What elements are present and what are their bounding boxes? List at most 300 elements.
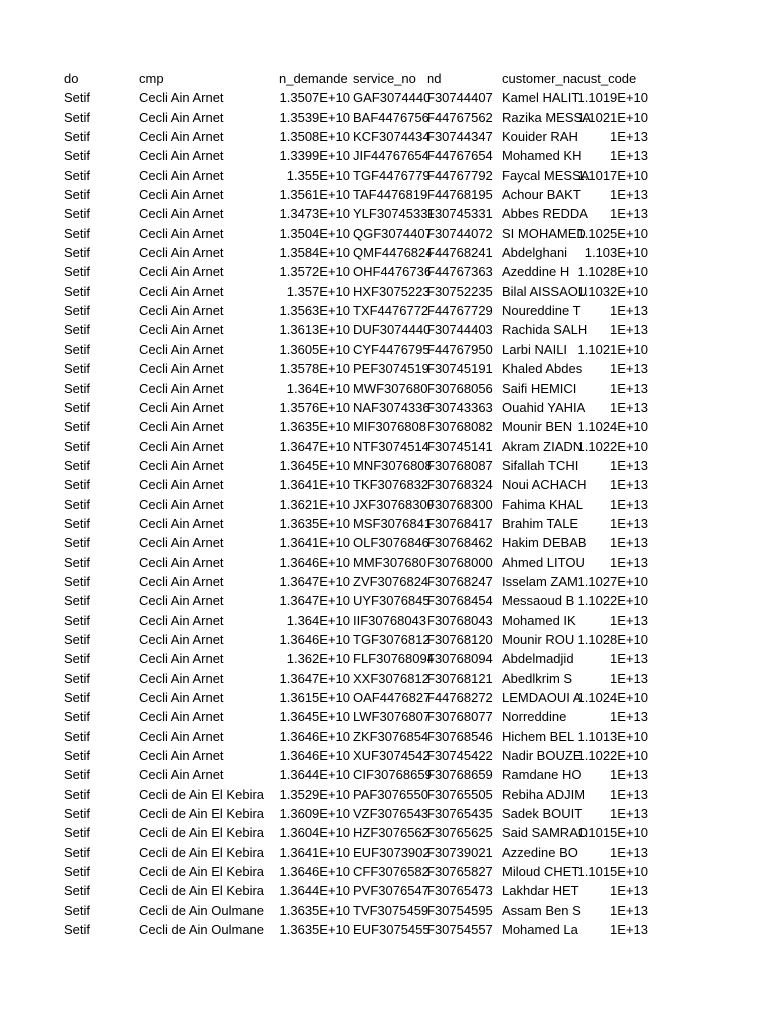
cell-customer-name[interactable]: Sifallah TCHI xyxy=(502,457,579,473)
cell-cmp[interactable]: Cecli Ain Arnet xyxy=(139,728,224,744)
cell-nd[interactable]: F30765625 xyxy=(427,825,493,841)
cell-do[interactable]: Setif xyxy=(64,109,91,125)
cell-do[interactable]: Setif xyxy=(64,303,91,319)
cell-n-demande[interactable]: 1.364E+10 xyxy=(286,380,350,396)
cell-n-demande[interactable]: 1.3645E+10 xyxy=(279,457,350,473)
cell-service-no[interactable]: ZVF3076824 xyxy=(353,573,429,589)
cell-n-demande[interactable]: 1.3604E+10 xyxy=(279,825,350,841)
cell-service-no[interactable]: MWF307680 xyxy=(353,380,428,396)
cell-do[interactable]: Setif xyxy=(64,883,91,899)
cell-customer-name[interactable]: Akram ZIADN xyxy=(502,438,583,454)
cell-n-demande[interactable]: 1.3613E+10 xyxy=(279,322,350,338)
cell-service-no[interactable]: QMF4476824 xyxy=(353,245,433,261)
cell-n-demande[interactable]: 1.3646E+10 xyxy=(279,748,350,764)
cell-service-no[interactable]: TVF3075459 xyxy=(353,902,429,918)
cell-customer-name[interactable]: LEMDAOUI A xyxy=(502,690,582,705)
cell-cust-code[interactable]: 1.1028E+10 xyxy=(577,264,648,280)
cell-do[interactable]: Setif xyxy=(64,264,91,280)
cell-nd[interactable]: F30768082 xyxy=(427,419,493,435)
cell-cust-code[interactable]: 1E+13 xyxy=(610,148,648,164)
cell-nd[interactable]: F30745141 xyxy=(427,438,493,454)
cell-customer-name[interactable]: Messaoud B xyxy=(502,593,575,609)
cell-nd[interactable]: F30744072 xyxy=(427,225,493,241)
cell-do[interactable]: Setif xyxy=(64,844,91,860)
cell-n-demande[interactable]: 1.362E+10 xyxy=(286,651,350,667)
cell-cust-code[interactable]: 1.1015E+10 xyxy=(577,864,648,880)
cell-cust-code[interactable]: 1.103E+10 xyxy=(584,245,648,261)
cell-do[interactable]: Setif xyxy=(64,728,91,744)
cell-nd[interactable]: F30765435 xyxy=(427,806,493,822)
cell-n-demande[interactable]: 1.3572E+10 xyxy=(279,264,350,280)
cell-cmp[interactable]: Cecli de Ain El Kebira xyxy=(139,825,265,841)
cell-cmp[interactable]: Cecli Ain Arnet xyxy=(139,361,224,377)
cell-nd[interactable]: F30765827 xyxy=(427,864,493,880)
cell-service-no[interactable]: BAF4476756 xyxy=(353,109,429,125)
cell-do[interactable]: Setif xyxy=(64,535,91,551)
cell-nd[interactable]: F44768241 xyxy=(427,245,493,261)
cell-customer-name[interactable]: Assam Ben S xyxy=(502,902,581,918)
cell-service-no[interactable]: ZKF3076854 xyxy=(353,728,429,744)
cell-customer-name[interactable]: Nadir BOUZE xyxy=(502,748,582,764)
cell-customer-name[interactable]: Hichem BEL xyxy=(502,728,575,744)
cell-customer-name[interactable]: Rebiha ADJIM xyxy=(502,786,586,802)
cell-cust-code[interactable]: 1E+13 xyxy=(610,554,648,570)
cell-nd[interactable]: F30744407 xyxy=(427,90,493,106)
cell-customer-name[interactable]: Ouahid YAHIA xyxy=(502,399,586,415)
cell-do[interactable]: Setif xyxy=(64,786,91,802)
cell-cmp[interactable]: Cecli Ain Arnet xyxy=(139,709,224,725)
cell-service-no[interactable]: PAF3076550 xyxy=(353,786,428,802)
cell-do[interactable]: Setif xyxy=(64,864,91,880)
cell-cmp[interactable]: Cecli Ain Arnet xyxy=(139,245,224,261)
cell-service-no[interactable]: JXF30768300 xyxy=(353,496,434,512)
cell-cust-code[interactable]: 1E+13 xyxy=(610,322,648,338)
cell-nd[interactable]: F30743363 xyxy=(427,399,493,415)
cell-do[interactable]: Setif xyxy=(64,806,91,822)
cell-service-no[interactable]: VZF3076543 xyxy=(353,806,429,822)
cell-do[interactable]: Setif xyxy=(64,515,91,531)
cell-customer-name[interactable]: Miloud CHET xyxy=(502,864,580,880)
cell-n-demande[interactable]: 1.3609E+10 xyxy=(279,806,350,822)
cell-cust-code[interactable]: 1E+13 xyxy=(610,496,648,512)
cell-nd[interactable]: F30768454 xyxy=(427,593,493,609)
cell-do[interactable]: Setif xyxy=(64,167,91,183)
cell-n-demande[interactable]: 1.3605E+10 xyxy=(279,341,350,357)
cell-service-no[interactable]: CIF30768659 xyxy=(353,767,432,783)
cell-cust-code[interactable]: 1E+13 xyxy=(610,206,648,222)
cell-nd[interactable]: F44767792 xyxy=(427,167,493,183)
cell-do[interactable]: Setif xyxy=(64,457,91,473)
cell-do[interactable]: Setif xyxy=(64,922,91,938)
cell-service-no[interactable]: IIF30768043 xyxy=(353,612,427,628)
cell-cmp[interactable]: Cecli Ain Arnet xyxy=(139,148,224,164)
cell-service-no[interactable]: TKF3076832 xyxy=(353,477,429,493)
cell-do[interactable]: Setif xyxy=(64,322,91,338)
cell-n-demande[interactable]: 1.3647E+10 xyxy=(279,593,350,609)
cell-do[interactable]: Setif xyxy=(64,361,91,377)
cell-service-no[interactable]: TGF3076812 xyxy=(353,631,430,647)
cell-cust-code[interactable]: 1.1028E+10 xyxy=(577,631,648,647)
cell-cmp[interactable]: Cecli Ain Arnet xyxy=(139,554,224,570)
cell-service-no[interactable]: KCF3074434 xyxy=(353,129,430,145)
cell-nd[interactable]: F30768462 xyxy=(427,535,493,551)
cell-cust-code[interactable]: 1E+13 xyxy=(610,883,648,899)
cell-cust-code[interactable]: 1.1032E+10 xyxy=(577,283,648,299)
cell-customer-name[interactable]: Noureddine T xyxy=(502,303,581,319)
cell-nd[interactable]: F30768087 xyxy=(427,457,493,473)
cell-customer-name[interactable]: Said SAMRAO xyxy=(502,825,588,841)
cell-service-no[interactable]: MSF3076841 xyxy=(353,515,432,531)
cell-service-no[interactable]: LWF3076807 xyxy=(353,709,431,725)
cell-customer-name[interactable]: Saifi HEMICI xyxy=(502,380,577,396)
cell-service-no[interactable]: TAF4476819 xyxy=(353,187,428,203)
cell-cmp[interactable]: Cecli Ain Arnet xyxy=(139,457,224,473)
cell-service-no[interactable]: TXF4476772 xyxy=(353,303,429,319)
cell-cmp[interactable]: Cecli Ain Arnet xyxy=(139,496,224,512)
cell-n-demande[interactable]: 1.3646E+10 xyxy=(279,631,350,647)
cell-do[interactable]: Setif xyxy=(64,90,91,106)
cell-customer-name[interactable]: Achour BAKT xyxy=(502,187,581,203)
cell-nd[interactable]: F30765473 xyxy=(427,883,493,899)
cell-n-demande[interactable]: 1.3645E+10 xyxy=(279,709,350,725)
cell-nd[interactable]: F30768077 xyxy=(427,709,493,725)
cell-nd[interactable]: F30744403 xyxy=(427,322,493,338)
cell-nd[interactable]: F30768056 xyxy=(427,380,493,396)
cell-service-no[interactable]: EUF3073902 xyxy=(353,844,430,860)
cell-do[interactable]: Setif xyxy=(64,767,91,783)
cell-do[interactable]: Setif xyxy=(64,554,91,570)
cell-cust-code[interactable]: 1E+13 xyxy=(610,515,648,531)
cell-customer-name[interactable]: Abbes REDDA xyxy=(502,206,588,222)
cell-customer-name[interactable]: SI MOHAMED xyxy=(502,225,586,241)
cell-cmp[interactable]: Cecli Ain Arnet xyxy=(139,109,224,125)
cell-service-no[interactable]: MMF307680 xyxy=(353,554,426,570)
cell-cust-code[interactable]: 1E+13 xyxy=(610,902,648,918)
cell-customer-name[interactable]: Bilal AISSAOU xyxy=(502,283,588,299)
cell-cust-code[interactable]: 1E+13 xyxy=(610,399,648,415)
cell-cmp[interactable]: Cecli Ain Arnet xyxy=(139,206,224,222)
cell-do[interactable]: Setif xyxy=(64,283,91,299)
cell-n-demande[interactable]: 1.3646E+10 xyxy=(279,864,350,880)
cell-cust-code[interactable]: 1E+13 xyxy=(610,844,648,860)
cell-customer-name[interactable]: Mohamed IK xyxy=(502,612,576,628)
cell-service-no[interactable]: EUF3075455 xyxy=(353,922,430,938)
cell-service-no[interactable]: YLF30745331 xyxy=(353,206,435,222)
cell-cmp[interactable]: Cecli Ain Arnet xyxy=(139,90,224,106)
cell-n-demande[interactable]: 1.3635E+10 xyxy=(279,419,350,435)
cell-nd[interactable]: F44767363 xyxy=(427,264,493,280)
cell-do[interactable]: Setif xyxy=(64,129,91,145)
cell-nd[interactable]: F30754557 xyxy=(427,922,493,938)
cell-do[interactable]: Setif xyxy=(64,902,91,918)
cell-n-demande[interactable]: 1.3635E+10 xyxy=(279,515,350,531)
cell-cmp[interactable]: Cecli Ain Arnet xyxy=(139,341,224,357)
cell-cmp[interactable]: Cecli de Ain El Kebira xyxy=(139,864,265,880)
cell-service-no[interactable]: OAF4476827 xyxy=(353,690,431,705)
cell-n-demande[interactable]: 1.3644E+10 xyxy=(279,883,350,899)
cell-customer-name[interactable]: Ahmed LITOU xyxy=(502,554,585,570)
cell-cmp[interactable]: Cecli Ain Arnet xyxy=(139,225,224,241)
header-customer-name[interactable]: customer_na xyxy=(502,71,578,86)
cell-nd[interactable]: F30768000 xyxy=(427,554,493,570)
cell-service-no[interactable]: HXF3075223 xyxy=(353,283,430,299)
cell-n-demande[interactable]: 1.3561E+10 xyxy=(279,187,350,203)
cell-customer-name[interactable]: Lakhdar HET xyxy=(502,883,579,899)
cell-n-demande[interactable]: 1.3563E+10 xyxy=(279,303,350,319)
cell-cust-code[interactable]: 1E+13 xyxy=(610,806,648,822)
cell-n-demande[interactable]: 1.3399E+10 xyxy=(279,148,350,164)
cell-n-demande[interactable]: 1.3508E+10 xyxy=(279,129,350,145)
cell-nd[interactable]: F30754595 xyxy=(427,902,493,918)
cell-cust-code[interactable]: 1.1024E+10 xyxy=(577,419,648,435)
cell-do[interactable]: Setif xyxy=(64,438,91,454)
cell-customer-name[interactable]: Rachida SALH xyxy=(502,322,588,338)
cell-customer-name[interactable]: Ramdane HO xyxy=(502,767,582,783)
cell-nd[interactable]: F30768120 xyxy=(427,631,493,647)
cell-service-no[interactable]: GAF3074440 xyxy=(353,90,431,106)
cell-cmp[interactable]: Cecli Ain Arnet xyxy=(139,767,224,783)
cell-service-no[interactable]: PEF3074519 xyxy=(353,361,429,377)
cell-cmp[interactable]: Cecli Ain Arnet xyxy=(139,593,224,609)
cell-n-demande[interactable]: 1.3641E+10 xyxy=(279,844,350,860)
cell-service-no[interactable]: HZF3076562 xyxy=(353,825,429,841)
cell-do[interactable]: Setif xyxy=(64,651,91,667)
cell-n-demande[interactable]: 1.3529E+10 xyxy=(279,786,350,802)
cell-cust-code[interactable]: 1E+13 xyxy=(610,187,648,203)
cell-n-demande[interactable]: 1.3621E+10 xyxy=(279,496,350,512)
cell-cust-code[interactable]: 1E+13 xyxy=(610,612,648,628)
cell-service-no[interactable]: CYF4476795 xyxy=(353,341,430,357)
cell-do[interactable]: Setif xyxy=(64,419,91,435)
cell-customer-name[interactable]: Sadek BOUIT xyxy=(502,806,583,822)
cell-cmp[interactable]: Cecli de Ain El Kebira xyxy=(139,883,265,899)
cell-customer-name[interactable]: Azzedine BO xyxy=(502,844,578,860)
cell-cust-code[interactable]: 1E+13 xyxy=(610,361,648,377)
cell-nd[interactable]: F44768195 xyxy=(427,187,493,203)
cell-customer-name[interactable]: Razika MESSA xyxy=(502,109,591,125)
cell-service-no[interactable]: XXF3076812 xyxy=(353,670,429,686)
cell-service-no[interactable]: QGF3074407 xyxy=(353,225,432,241)
cell-cmp[interactable]: Cecli Ain Arnet xyxy=(139,187,224,203)
cell-nd[interactable]: F44767562 xyxy=(427,109,493,125)
cell-cmp[interactable]: Cecli Ain Arnet xyxy=(139,631,224,647)
cell-n-demande[interactable]: 1.3641E+10 xyxy=(279,477,350,493)
cell-customer-name[interactable]: Noui ACHACH xyxy=(502,477,587,493)
cell-cust-code[interactable]: 1.1022E+10 xyxy=(577,748,648,764)
cell-nd[interactable]: F30739021 xyxy=(427,844,493,860)
cell-do[interactable]: Setif xyxy=(64,593,91,609)
cell-do[interactable]: Setif xyxy=(64,225,91,241)
cell-cust-code[interactable]: 1.1019E+10 xyxy=(577,90,648,106)
cell-service-no[interactable]: MIF3076808 xyxy=(353,419,426,435)
cell-cmp[interactable]: Cecli Ain Arnet xyxy=(139,535,224,551)
cell-customer-name[interactable]: Mounir ROU xyxy=(502,631,575,647)
cell-customer-name[interactable]: Mounir BEN xyxy=(502,419,573,435)
cell-nd[interactable]: F30768324 xyxy=(427,477,493,493)
cell-do[interactable]: Setif xyxy=(64,148,91,164)
cell-cust-code[interactable]: 1.1025E+10 xyxy=(577,225,648,241)
cell-nd[interactable]: F30768546 xyxy=(427,728,493,744)
cell-nd[interactable]: F30752235 xyxy=(427,283,493,299)
cell-nd[interactable]: F44767654 xyxy=(427,148,493,164)
cell-do[interactable]: Setif xyxy=(64,496,91,512)
cell-nd[interactable]: F30765505 xyxy=(427,786,493,802)
cell-n-demande[interactable]: 1.3635E+10 xyxy=(279,902,350,918)
cell-service-no[interactable]: CFF3076582 xyxy=(353,864,429,880)
cell-n-demande[interactable]: 1.3647E+10 xyxy=(279,438,350,454)
cell-service-no[interactable]: UYF3076845 xyxy=(353,593,430,609)
cell-cmp[interactable]: Cecli Ain Arnet xyxy=(139,419,224,435)
cell-do[interactable]: Setif xyxy=(64,245,91,261)
cell-nd[interactable]: F44767729 xyxy=(427,303,493,319)
cell-cust-code[interactable]: 1E+13 xyxy=(610,457,648,473)
cell-cmp[interactable]: Cecli de Ain El Kebira xyxy=(139,786,265,802)
cell-do[interactable]: Setif xyxy=(64,825,91,841)
cell-nd[interactable]: F30768300 xyxy=(427,496,493,512)
cell-n-demande[interactable]: 1.3473E+10 xyxy=(279,206,350,222)
cell-cmp[interactable]: Cecli de Ain El Kebira xyxy=(139,806,265,822)
cell-do[interactable]: Setif xyxy=(64,206,91,222)
cell-cmp[interactable]: Cecli Ain Arnet xyxy=(139,283,224,299)
cell-customer-name[interactable]: Abedlkrim S xyxy=(502,670,573,686)
cell-cust-code[interactable]: 1E+13 xyxy=(610,477,648,493)
cell-cust-code[interactable]: 1.1021E+10 xyxy=(577,109,648,125)
cell-n-demande[interactable]: 1.3576E+10 xyxy=(279,399,350,415)
cell-customer-name[interactable]: Norreddine xyxy=(502,709,567,725)
cell-customer-name[interactable]: Abdelghani xyxy=(502,245,568,261)
cell-do[interactable]: Setif xyxy=(64,748,91,764)
cell-customer-name[interactable]: Khaled Abdes xyxy=(502,361,583,377)
cell-cust-code[interactable]: 1.1021E+10 xyxy=(577,341,648,357)
cell-nd[interactable]: F30768247 xyxy=(427,573,493,589)
cell-n-demande[interactable]: 1.3615E+10 xyxy=(279,690,350,705)
cell-cmp[interactable]: Cecli Ain Arnet xyxy=(139,612,224,628)
cell-service-no[interactable]: TGF4476779 xyxy=(353,167,430,183)
cell-cmp[interactable]: Cecli Ain Arnet xyxy=(139,129,224,145)
cell-n-demande[interactable]: 1.3647E+10 xyxy=(279,670,350,686)
header-cust-code[interactable]: cust_code xyxy=(577,71,637,86)
cell-n-demande[interactable]: 1.3646E+10 xyxy=(279,728,350,744)
cell-cmp[interactable]: Cecli Ain Arnet xyxy=(139,477,224,493)
cell-cmp[interactable]: Cecli Ain Arnet xyxy=(139,380,224,396)
cell-service-no[interactable]: OLF3076846 xyxy=(353,535,429,551)
cell-nd[interactable]: F30768121 xyxy=(427,670,493,686)
cell-n-demande[interactable]: 1.3644E+10 xyxy=(279,767,350,783)
cell-cust-code[interactable]: 1.1027E+10 xyxy=(577,573,648,589)
cell-n-demande[interactable]: 1.3647E+10 xyxy=(279,573,350,589)
cell-customer-name[interactable]: Mohamed La xyxy=(502,922,578,938)
cell-nd[interactable]: F44767950 xyxy=(427,341,493,357)
cell-cmp[interactable]: Cecli Ain Arnet xyxy=(139,264,224,280)
cell-do[interactable]: Setif xyxy=(64,631,91,647)
cell-nd[interactable]: F30768659 xyxy=(427,767,493,783)
cell-cust-code[interactable]: 1E+13 xyxy=(610,380,648,396)
cell-n-demande[interactable]: 1.364E+10 xyxy=(286,612,350,628)
cell-do[interactable]: Setif xyxy=(64,612,91,628)
cell-do[interactable]: Setif xyxy=(64,187,91,203)
cell-nd[interactable]: F30744347 xyxy=(427,129,493,145)
cell-n-demande[interactable]: 1.3578E+10 xyxy=(279,361,350,377)
cell-customer-name[interactable]: Kouider RAH xyxy=(502,129,578,145)
cell-customer-name[interactable]: Brahim TALE xyxy=(502,515,579,531)
cell-n-demande[interactable]: 1.3584E+10 xyxy=(279,245,350,261)
cell-cust-code[interactable]: 1E+13 xyxy=(610,922,648,938)
cell-service-no[interactable]: DUF3074440 xyxy=(353,322,431,338)
cell-cmp[interactable]: Cecli Ain Arnet xyxy=(139,515,224,531)
cell-customer-name[interactable]: Mohamed KH xyxy=(502,148,582,164)
cell-do[interactable]: Setif xyxy=(64,380,91,396)
cell-cust-code[interactable]: 1E+13 xyxy=(610,535,648,551)
cell-service-no[interactable]: FLF30768094 xyxy=(353,651,434,667)
cell-cust-code[interactable]: 1.1024E+10 xyxy=(577,690,648,705)
cell-cust-code[interactable]: 1E+13 xyxy=(610,767,648,783)
cell-customer-name[interactable]: Hakim DEBAB xyxy=(502,535,587,551)
cell-customer-name[interactable]: Isselam ZAM xyxy=(502,573,578,589)
cell-cust-code[interactable]: 1E+13 xyxy=(610,709,648,725)
cell-cmp[interactable]: Cecli de Ain El Kebira xyxy=(139,844,265,860)
cell-cust-code[interactable]: 1E+13 xyxy=(610,786,648,802)
cell-do[interactable]: Setif xyxy=(64,341,91,357)
cell-nd[interactable]: F30768417 xyxy=(427,515,493,531)
cell-cmp[interactable]: Cecli Ain Arnet xyxy=(139,438,224,454)
cell-service-no[interactable]: XUF3074542 xyxy=(353,748,430,764)
cell-nd[interactable]: F30745331 xyxy=(427,206,493,222)
cell-n-demande[interactable]: 1.3646E+10 xyxy=(279,554,350,570)
cell-cmp[interactable]: Cecli Ain Arnet xyxy=(139,748,224,764)
cell-cmp[interactable]: Cecli Ain Arnet xyxy=(139,690,224,705)
cell-n-demande[interactable]: 1.3635E+10 xyxy=(279,922,350,938)
cell-cust-code[interactable]: 1.1022E+10 xyxy=(577,593,648,609)
cell-cust-code[interactable]: 1E+13 xyxy=(610,303,648,319)
cell-service-no[interactable]: NTF3074514 xyxy=(353,438,429,454)
cell-nd[interactable]: F30745191 xyxy=(427,361,493,377)
cell-n-demande[interactable]: 1.3539E+10 xyxy=(279,109,350,125)
cell-do[interactable]: Setif xyxy=(64,477,91,493)
cell-customer-name[interactable]: Kamel HALIT xyxy=(502,90,580,106)
cell-service-no[interactable]: OHF4476736 xyxy=(353,264,432,280)
cell-do[interactable]: Setif xyxy=(64,399,91,415)
cell-customer-name[interactable]: Faycal MESSA xyxy=(502,167,590,183)
cell-cmp[interactable]: Cecli Ain Arnet xyxy=(139,670,224,686)
cell-cust-code[interactable]: 1.1015E+10 xyxy=(577,825,648,841)
cell-do[interactable]: Setif xyxy=(64,690,91,705)
cell-cmp[interactable]: Cecli Ain Arnet xyxy=(139,573,224,589)
cell-do[interactable]: Setif xyxy=(64,709,91,725)
cell-do[interactable]: Setif xyxy=(64,670,91,686)
header-do[interactable]: do xyxy=(64,71,79,86)
cell-service-no[interactable]: JIF44767654 xyxy=(353,148,429,164)
cell-service-no[interactable]: NAF3074336 xyxy=(353,399,430,415)
cell-cmp[interactable]: Cecli Ain Arnet xyxy=(139,167,224,183)
cell-cmp[interactable]: Cecli Ain Arnet xyxy=(139,322,224,338)
cell-n-demande[interactable]: 1.357E+10 xyxy=(286,283,350,299)
cell-service-no[interactable]: MNF3076808 xyxy=(353,457,432,473)
cell-n-demande[interactable]: 1.3504E+10 xyxy=(279,225,350,241)
cell-n-demande[interactable]: 1.3507E+10 xyxy=(279,90,350,106)
cell-nd[interactable]: F44768272 xyxy=(427,690,493,705)
cell-customer-name[interactable]: Abdelmadjid xyxy=(502,651,574,667)
header-service-no[interactable]: service_no xyxy=(353,71,416,86)
cell-customer-name[interactable]: Larbi NAILI xyxy=(502,341,568,357)
cell-cust-code[interactable]: 1.1022E+10 xyxy=(577,438,648,454)
cell-cmp[interactable]: Cecli Ain Arnet xyxy=(139,303,224,319)
header-n-demande[interactable]: n_demande xyxy=(279,71,348,86)
cell-nd[interactable]: F30768094 xyxy=(427,651,493,667)
cell-n-demande[interactable]: 1.355E+10 xyxy=(286,167,350,183)
cell-cust-code[interactable]: 1E+13 xyxy=(610,670,648,686)
cell-nd[interactable]: F30768043 xyxy=(427,612,493,628)
cell-cmp[interactable]: Cecli Ain Arnet xyxy=(139,399,224,415)
